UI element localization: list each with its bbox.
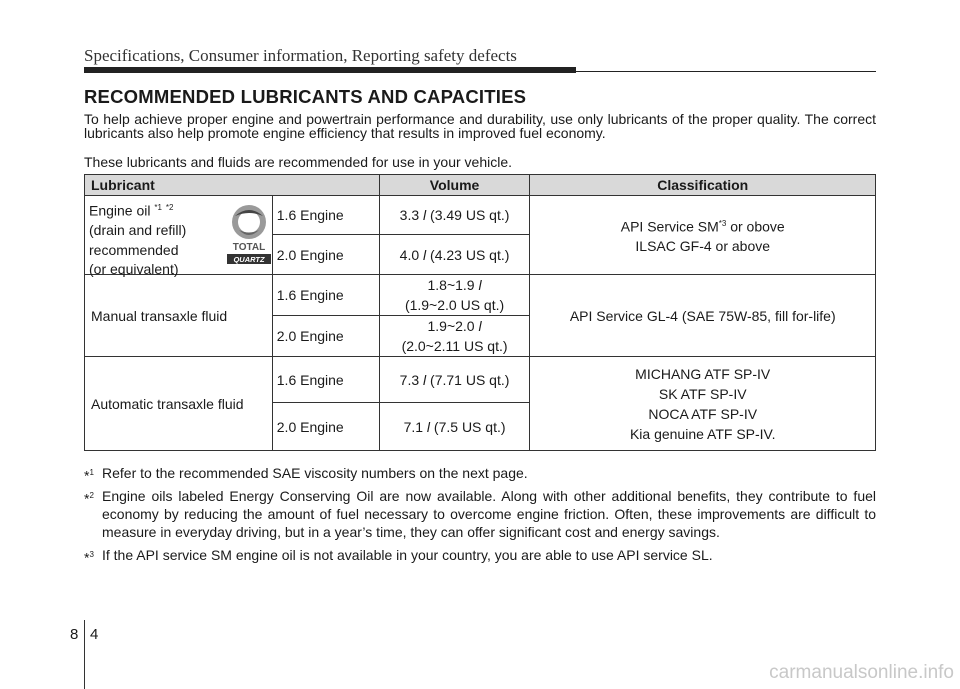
footnote: *$^2$ Engine oils labeled Energy Conserving Oil are now available. Along with other additional benefits, they contribute to fuel economy by reducing the amount of fuel necessary to overcome engine friction. Often, these improvements are difficult to measure in everyday driving, but in a year’s time, they can offer significant cost and energy savings. — [84, 488, 876, 540]
classification-cell: API Service SM$^{*3}$ or obove ILSAC GF-4 or above — [530, 196, 876, 275]
footnote: *$^1$ Refer to the recommended SAE viscosity numbers on the next page. — [84, 465, 528, 484]
watermark: carmanualsonline.info — [769, 662, 954, 683]
volume-cell: 1.8~1.9 l (1.9~2.0 US qt.) — [379, 275, 530, 316]
header-classification: Classification — [530, 175, 876, 196]
classification-cell: MICHANG ATF SP-IV SK ATF SP-IV NOCA ATF SP-IV Kia genuine ATF SP-IV. — [530, 357, 876, 451]
header-volume: Volume — [379, 175, 530, 196]
volume-cell: 7.3 l (7.71 US qt.) — [379, 357, 530, 403]
engine-cell: 2.0 Engine — [272, 316, 379, 357]
engine-cell: 1.6 Engine — [272, 196, 379, 235]
table-row — [85, 275, 876, 316]
page-section-number: 8 — [70, 626, 79, 643]
running-header: Specifications, Consumer information, Reporting safety defects — [84, 46, 517, 65]
volume-cell: 3.3 l (3.49 US qt.) — [379, 196, 530, 235]
footnote: *$^3$ If the API service SM engine oil is not available in your country, you are able to use API service SL. — [84, 547, 713, 566]
total-quartz-logo-icon — [221, 202, 277, 268]
table-row — [85, 196, 876, 235]
engine-oil-cell — [85, 196, 273, 278]
engine-oil-label: Engine oil $^{*1}$ $^{*2}$ (drain and refill) recommended (or equivalent) — [89, 202, 187, 278]
lubricants-table — [84, 174, 876, 451]
footnote-marker: *$^1$ — [84, 467, 94, 484]
header-bar — [84, 67, 576, 73]
footnotes — [84, 464, 876, 569]
logo-word: TOTAL — [232, 242, 266, 253]
lubricant-cell: Manual transaxle fluid — [85, 275, 273, 357]
logo-sub: QUARTZ — [233, 255, 265, 264]
table-header-row — [85, 175, 876, 196]
table-row — [85, 357, 876, 403]
engine-cell: 2.0 Engine — [272, 403, 379, 451]
engine-cell: 1.6 Engine — [272, 275, 379, 316]
section-title: RECOMMENDED LUBRICANTS AND CAPACITIES — [84, 86, 527, 107]
engine-cell: 2.0 Engine — [272, 235, 379, 275]
footnote-marker: *$^2$ — [84, 490, 94, 507]
lubricant-cell: Automatic transaxle fluid — [85, 357, 273, 451]
volume-cell: 4.0 l (4.23 US qt.) — [379, 235, 530, 275]
engine-cell: 1.6 Engine — [272, 357, 379, 403]
footnote-marker: *$^3$ — [84, 549, 94, 566]
intro-paragraph-2: These lubricants and fluids are recommended for use in your vehicle. — [84, 154, 512, 170]
page-number-divider — [84, 620, 85, 689]
classification-cell: API Service GL-4 (SAE 75W-85, fill for-life) — [530, 275, 876, 357]
header-rule — [84, 71, 876, 72]
page-number: 4 — [90, 626, 99, 643]
header-lubricant: Lubricant — [85, 175, 380, 196]
volume-cell: 1.9~2.0 l (2.0~2.11 US qt.) — [379, 316, 530, 357]
intro-paragraph: To help achieve proper engine and powertrain performance and durability, use only lubricants of the proper quality. The correct lubricants also help promote engine efficiency that results in improved fuel economy. — [84, 111, 876, 141]
volume-cell: 7.1 l (7.5 US qt.) — [379, 403, 530, 451]
